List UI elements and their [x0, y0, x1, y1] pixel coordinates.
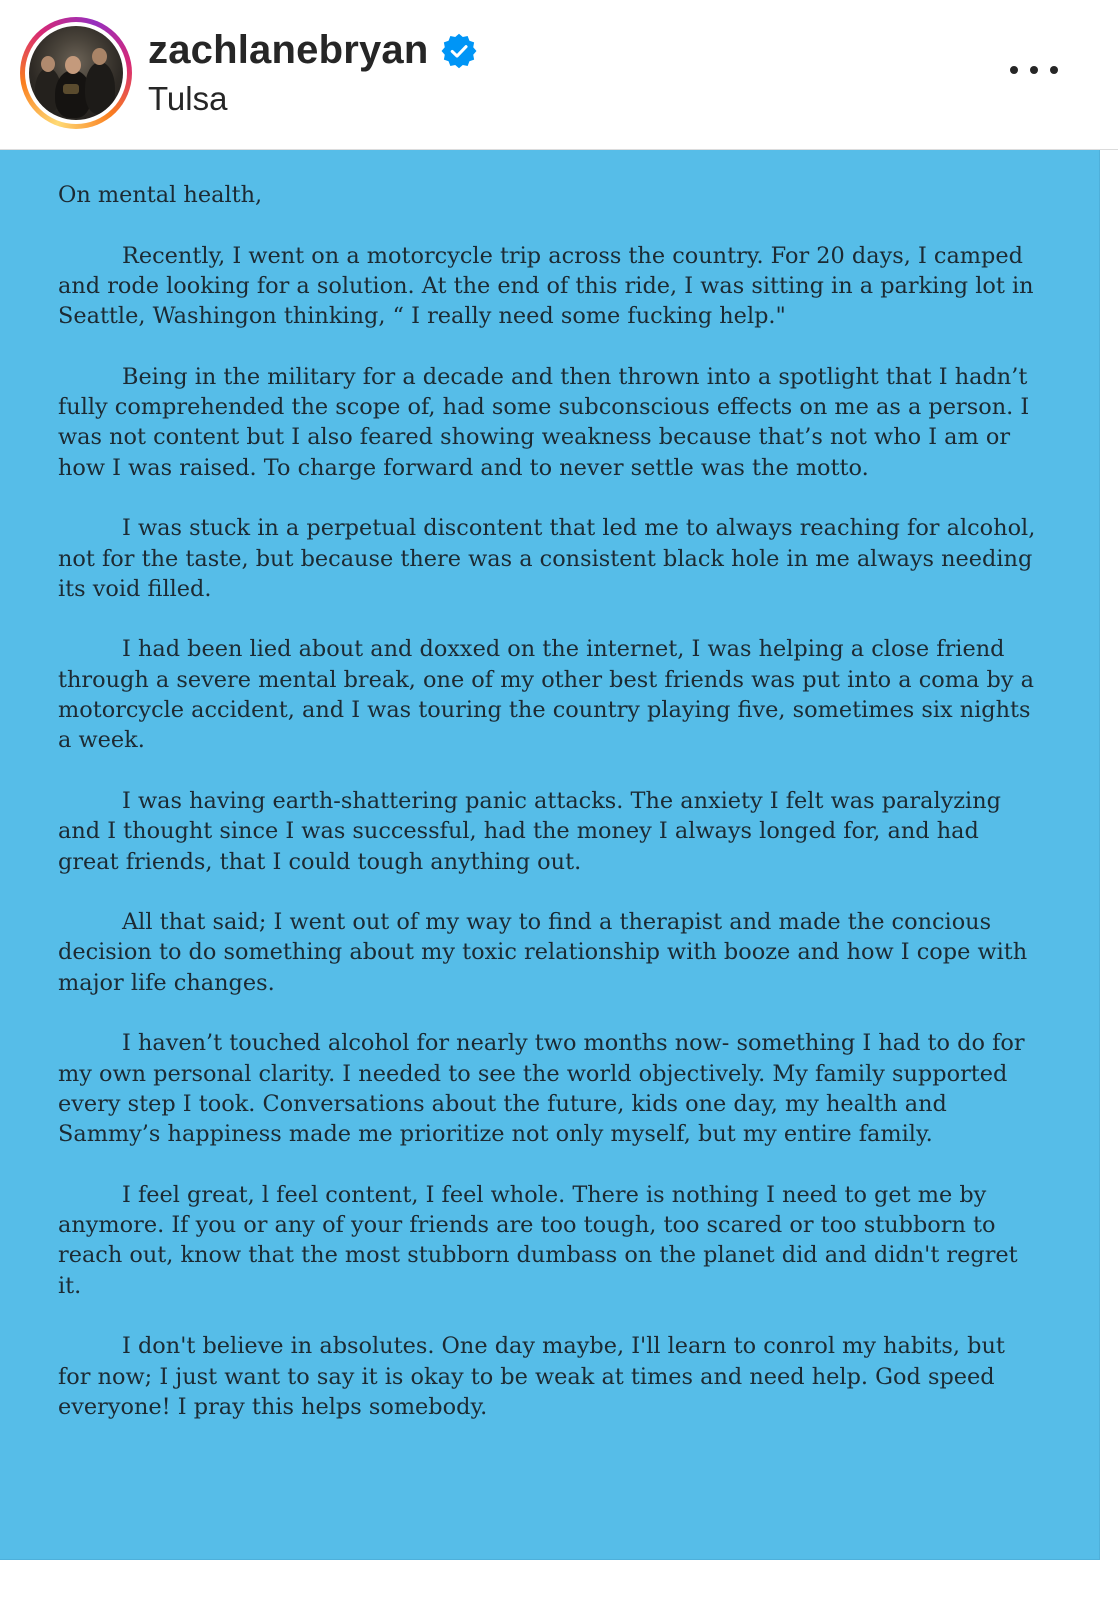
- paragraph: I feel great, l feel content, I feel whole. There is nothing I need to get me by anymore. If you or any of your friends are too tough, too scared or too stubborn to reach out, know that the most stubborn dumbass on the planet did and didn't regret it.: [58, 1181, 1018, 1299]
- dot-icon: [1030, 66, 1038, 74]
- username-row: [148, 28, 477, 73]
- post-header: [0, 0, 1118, 150]
- paragraph: Being in the military for a decade and then thrown into a spotlight that I hadn’t fully comprehended the scope of, had some subconscious effects on me as a person. I was not content but I also feared showing weakness because that’s not who I am or how I was raised. To charge forward and to never settle was the motto.: [58, 363, 1030, 481]
- paragraph: I haven’t touched alcohol for nearly two months now- something I had to do for my own personal clarity. I needed to see the world objectively. My family supported every step I took. Conversations about the future, kids one day, my health and Sammy’s happiness made me prioritize not only myself, but my entire family.: [58, 1030, 1025, 1148]
- location-link[interactable]: Tulsa: [148, 80, 228, 117]
- more-options-icon[interactable]: [1010, 62, 1058, 78]
- verified-badge-icon: [441, 33, 477, 69]
- paragraph: I was having earth-shattering panic attacks. The anxiety I felt was paralyzing and I thought since I was successful, had the money I always longed for, and had great friends, that I could tough anything out.: [58, 787, 1001, 875]
- paragraph: Recently, I went on a motorcycle trip across the country. For 20 days, I camped and rode looking for a solution. At the end of this ride, I was sitting in a parking lot in Seattle, Washingon thinking, “ I really need some fucking help.": [58, 242, 1034, 330]
- post-image[interactable]: [0, 150, 1100, 1560]
- greeting-line: On mental health,: [58, 182, 263, 208]
- paragraph: I was stuck in a perpetual discontent that led me to always reaching for alcohol, not for the taste, but because there was a consistent black hole in me always needing its void filled.: [58, 515, 1036, 602]
- avatar[interactable]: [29, 26, 123, 120]
- post-text-block: [58, 180, 1041, 1422]
- username[interactable]: zachlanebryan: [148, 28, 429, 72]
- bottom-strip: [0, 1560, 1118, 1600]
- paragraph: I had been lied about and doxxed on the internet, I was helping a close friend through a severe mental break, one of my other best friends was put into a coma by a motorcycle accident, and I was touring the country playing five, sometimes six nights a week.: [58, 636, 1034, 754]
- paragraph: I don't believe in absolutes. One day maybe, I'll learn to conrol my habits, but for now; I just want to say it is okay to be weak at times and need help. God speed everyone! I pray this helps somebody.: [58, 1333, 1005, 1420]
- story-ring[interactable]: [20, 17, 132, 129]
- paragraph: All that said; I went out of my way to find a therapist and made the concious decision to do something about my toxic relationship with booze and how I cope with major life changes.: [58, 909, 1028, 996]
- dot-icon: [1010, 66, 1018, 74]
- dot-icon: [1050, 66, 1058, 74]
